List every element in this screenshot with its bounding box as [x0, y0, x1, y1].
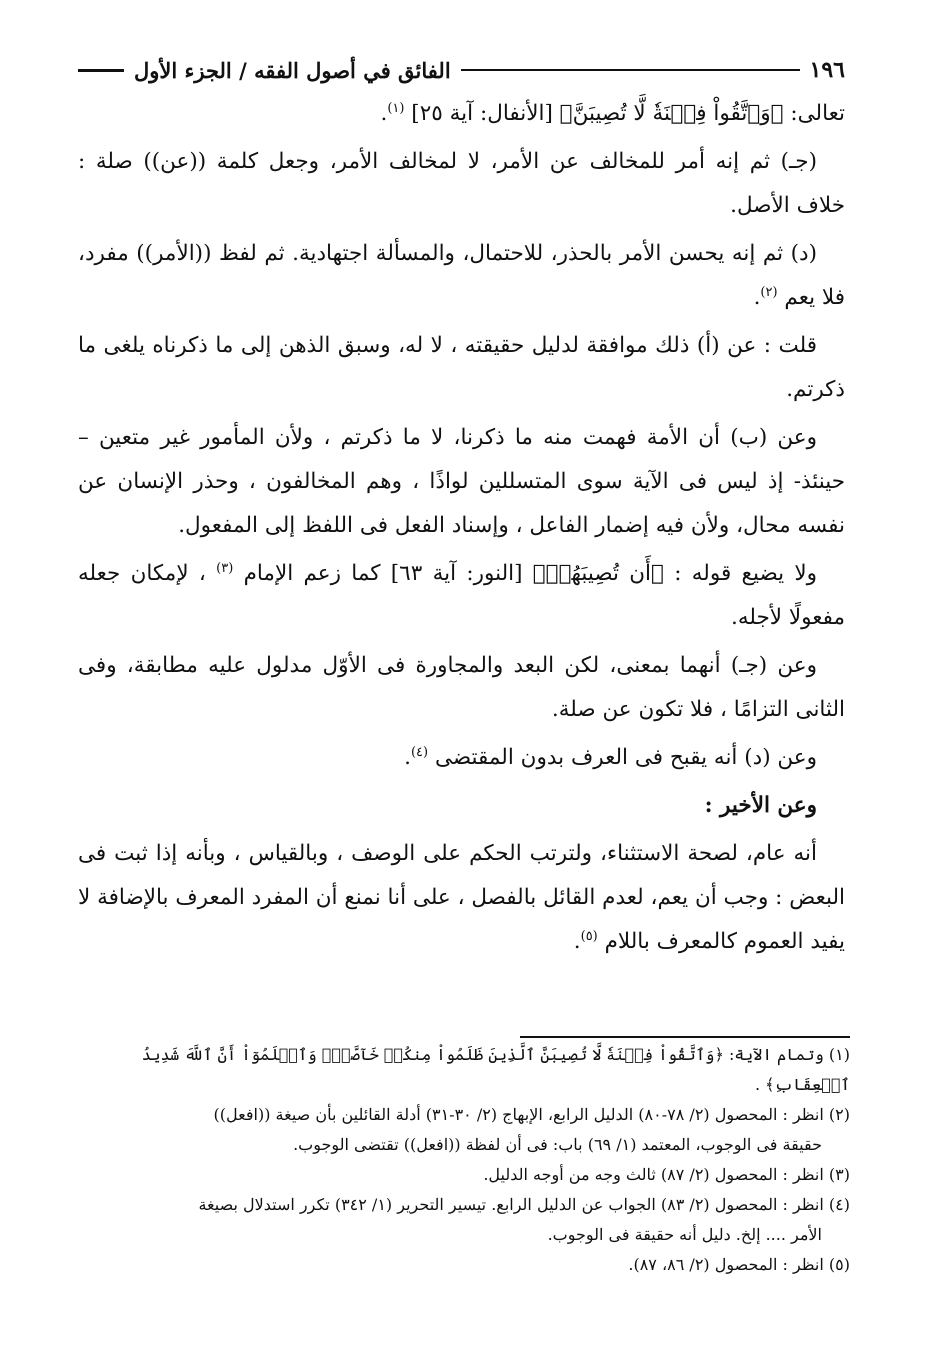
paragraph-7: وعن (جـ) أنهما بمعنى، لكن البعد والمجاورة فى الأوّل مدلول عليه مطابقة، وفى الثانى التزامًا ، فلا تكون عن صلة. — [78, 653, 845, 722]
footnote-ref-2: (٢) — [760, 284, 778, 300]
footnote-ref-5: (٥) — [580, 928, 598, 944]
paragraph-6-text-b: ، لإمكان جعله مفعولًا لأجله. — [78, 561, 845, 630]
footnote-ref-4: (٤) — [410, 744, 429, 760]
header-dash — [78, 69, 124, 72]
paragraph-3: (د) ثم إنه يحسن الأمر بالحذر، للاحتمال، والمسألة اجتهادية. ثم لفظ ((الأمر)) مفرد، فلا يعم $^{(٢)}$. — [78, 241, 845, 310]
paragraph-8: وعن (د) أنه يقبح فى العرف بدون المقتضى $^{(٤)}$. — [404, 744, 817, 770]
footnote-2-continuation: حقيقة فى الوجوب، المعتمد (١/ ٦٩) باب: فى أن لفظة ((افعل)) تقتضى الوجوب. — [293, 1135, 822, 1154]
paragraph-5: وعن (ب) أن الأمة فهمت منه ما ذكرنا، لا ما ذكرتم ، ولأن المأمور غير متعين – حينئذ- إذ ليس فى الآية سوى المتسللين لواذًا ، وهم المخالفون ، وحذر الإنسان عن نفسه محال، ولأن فيه إضمار الفاعل ، وإسناد الفعل فى اللفظ إلى المفعول. — [78, 425, 845, 538]
footnotes — [78, 1040, 850, 1280]
paragraph-1-text: تعالى: ﴿وَٱتَّقُواْ فِتۡنَةٗ لَّا تُصِيبَنَّ﴾ [الأنفال: آية ٢٥] — [411, 101, 845, 126]
footnote-3-number: (٣) — [828, 1165, 850, 1184]
footnote-2 — [78, 1100, 850, 1130]
footnote-4-text: انظر : المحصول (٢/ ٨٣) الجواب عن الدليل الرابع. تيسير التحرير (١/ ٣٤٢) تكرر استدلال بصيغة — [198, 1195, 824, 1214]
footnote-5 — [78, 1250, 850, 1280]
footnote-4-number: (٤) — [828, 1195, 850, 1214]
footnote-1-text: وتمام الآية: ﴿وَٱتَّقُواْ فِتۡنَةٗ لَّا تُصِيبَنَّ ٱلَّذِينَ ظَلَمُواْ مِنكُمۡ خَآصَّةٗۖ وَٱعۡلَمُوٓاْ أَنَّ ٱللَّهَ شَدِيدُ ٱلۡعِقَابِ﴾ . — [141, 1045, 850, 1094]
footnote-5-number: (٥) — [828, 1255, 850, 1274]
footnote-ref-1: (١) — [387, 100, 405, 116]
footnote-2-text: انظر : المحصول (٢/ ٧٨-٨٠) الدليل الرابع، الإبهاج (٢/ ٣٠-٣١) أدلة القائلين بأن صيغة ((افعل)) — [213, 1105, 824, 1124]
paragraph-2: (جـ) ثم إنه أمر للمخالف عن الأمر، لا لمخالف الأمر، وجعل كلمة ((عن)) صلة : خلاف الأصل. — [78, 149, 845, 218]
running-header — [78, 52, 845, 88]
book-title: الفائق في أصول الفقه / الجزء الأول — [134, 57, 451, 83]
paragraph-10-text: أنه عام، لصحة الاستثناء، ولترتب الحكم على الوصف ، وبالقياس ، وبأنه إذا ثبت فى البعض : وجب أن يعم، لعدم القائل بالفصل ، على أنا نمنع أن المفرد المعرف بالإضافة لا يفيد العموم كالمعرف باللام — [78, 841, 845, 954]
paragraph-4: قلت : عن (أ) ذلك موافقة لدليل حقيقته ، لا له، وسبق الذهن إلى ما ذكرناه يلغى ما ذكرتم. — [78, 333, 845, 402]
footnote-1 — [78, 1040, 850, 1100]
page-number: ١٩٦ — [809, 57, 845, 83]
footnote-2-number: (٢) — [828, 1105, 850, 1124]
footnote-3-text: انظر : المحصول (٢/ ٨٧) ثالث وجه من أوجه الدليل. — [483, 1165, 824, 1184]
paragraph-10: أنه عام، لصحة الاستثناء، ولترتب الحكم على الوصف ، وبالقياس ، وبأنه إذا ثبت فى البعض : وجب أن يعم، لعدم القائل بالفصل ، على أنا نمنع أن المفرد المعرف بالإضافة لا يفيد العموم كالمعرف باللام $^{(٥)}$. — [78, 841, 845, 954]
paragraph-6 — [78, 552, 845, 640]
footnote-5-text: انظر : المحصول (٢/ ٨٦، ٨٧). — [628, 1255, 824, 1274]
paragraph-1: تعالى: ﴿وَٱتَّقُواْ فِتۡنَةٗ لَّا تُصِيبَنَّ﴾ [الأنفال: آية ٢٥] $^{(١)}$. — [380, 100, 845, 126]
footnote-ref-3: (٣) — [216, 560, 234, 576]
main-text — [78, 92, 845, 968]
paragraph-9: وعن الأخير : — [704, 793, 817, 818]
footnote-4 — [78, 1190, 850, 1220]
header-rule — [461, 69, 800, 71]
paragraph-6-text-a: ولا يضيع قوله : ﴿أَن تُصِيبَهُمۡ﴾ [النور: آية ٦٣] كما زعم الإمام — [243, 561, 817, 586]
footnote-4-continuation: الأمر .... إلخ. دليل أنه حقيقة فى الوجوب. — [547, 1225, 822, 1244]
paragraph-8-text: وعن (د) أنه يقبح فى العرف بدون المقتضى — [434, 745, 817, 770]
paragraph-3-text: (د) ثم إنه يحسن الأمر بالحذر، للاحتمال، والمسألة اجتهادية. ثم لفظ ((الأمر)) مفرد، فلا يعم — [78, 241, 845, 310]
footnote-3 — [78, 1160, 850, 1190]
footnote-separator — [520, 1036, 850, 1038]
footnote-1-number: (١) — [828, 1045, 850, 1064]
